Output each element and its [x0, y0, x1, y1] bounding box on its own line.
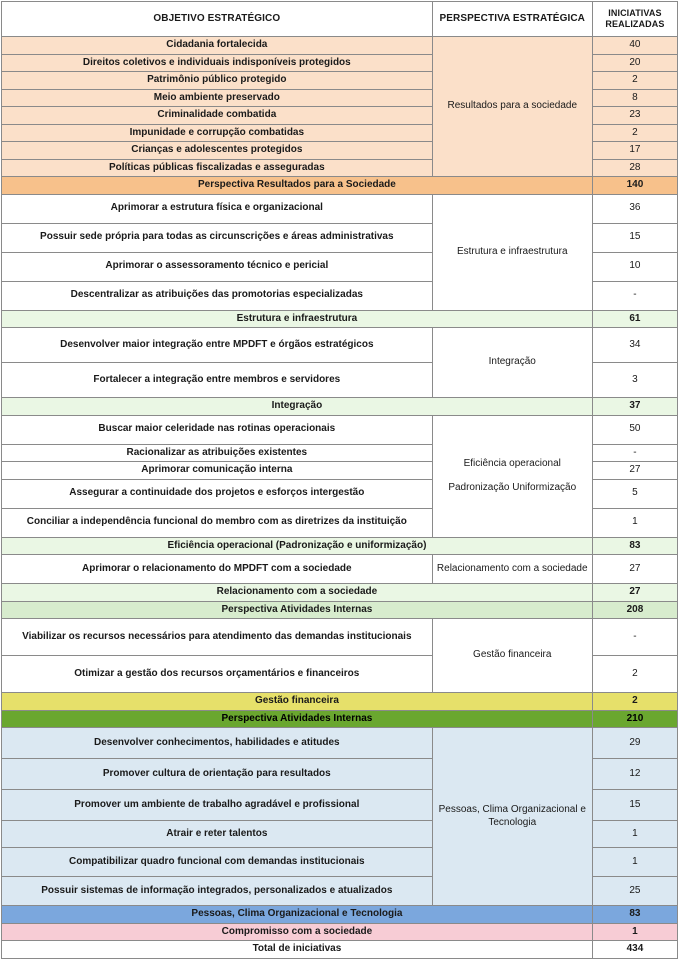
initiatives-cell: 34: [592, 328, 677, 363]
initiatives-cell: 10: [592, 252, 677, 281]
initiatives-cell: -: [592, 281, 677, 310]
initiatives-cell: 5: [592, 479, 677, 508]
summary-row: [2, 398, 678, 416]
initiatives-cell: 15: [592, 790, 677, 821]
perspective-cell: Integração: [432, 328, 592, 398]
header-row: [2, 2, 678, 37]
objective-cell: Viabilizar os recursos necessários para atendimento das demandas institucionais: [2, 619, 433, 656]
initiatives-cell: 1: [592, 508, 677, 537]
perspective-cell: Gestão financeira: [432, 619, 592, 693]
summary-value: 140: [592, 177, 677, 195]
grand-total-row: [2, 941, 678, 959]
objective-cell: Aprimorar o assessoramento técnico e pericial: [2, 252, 433, 281]
initiatives-cell: 2: [592, 656, 677, 693]
initiatives-cell: 50: [592, 415, 677, 444]
objective-cell: Possuir sistemas de informação integrados, personalizados e atualizados: [2, 877, 433, 906]
objective-cell: Compatibilizar quadro funcional com demandas institucionais: [2, 848, 433, 877]
summary-row: [2, 601, 678, 619]
table-row: [2, 328, 678, 363]
initiatives-cell: 17: [592, 142, 677, 160]
objective-cell: Desenvolver conhecimentos, habilidades e atitudes: [2, 728, 433, 759]
perspective-line-2: Padronização Uniformização: [448, 482, 577, 493]
summary-label: Compromisso com a sociedade: [2, 923, 593, 941]
objective-cell: Políticas públicas fiscalizadas e asseguradas: [2, 159, 433, 177]
column-header-objective: OBJETIVO ESTRATÉGICO: [2, 2, 433, 37]
summary-label: Perspectiva Atividades Internas: [2, 710, 593, 728]
objective-cell: Crianças e adolescentes protegidos: [2, 142, 433, 160]
summary-row: [2, 584, 678, 602]
objective-cell: Aprimorar comunicação interna: [2, 462, 433, 480]
perspective-cell: Pessoas, Clima Organizacional e Tecnologia: [432, 728, 592, 906]
summary-row: [2, 177, 678, 195]
objective-cell: Atrair e reter talentos: [2, 821, 433, 848]
column-header-initiatives: INICIATIVAS REALIZADAS: [592, 2, 677, 37]
objective-cell: Promover um ambiente de trabalho agradável e profissional: [2, 790, 433, 821]
summary-value: 83: [592, 906, 677, 924]
initiatives-cell: 2: [592, 72, 677, 90]
summary-row: [2, 693, 678, 711]
table-row: [2, 415, 678, 444]
initiatives-cell: -: [592, 444, 677, 462]
initiatives-cell: 23: [592, 107, 677, 125]
summary-value: 1: [592, 923, 677, 941]
initiatives-cell: 3: [592, 363, 677, 398]
initiatives-cell: 40: [592, 37, 677, 55]
summary-value: 83: [592, 537, 677, 555]
perspective-cell: Relacionamento com a sociedade: [432, 555, 592, 584]
grand-total-value: 434: [592, 941, 677, 959]
initiatives-cell: 20: [592, 54, 677, 72]
initiatives-cell: 1: [592, 821, 677, 848]
column-header-perspective: PERSPECTIVA ESTRATÉGICA: [432, 2, 592, 37]
summary-value: 37: [592, 398, 677, 416]
initiatives-cell: 28: [592, 159, 677, 177]
initiatives-cell: 15: [592, 223, 677, 252]
summary-value: 2: [592, 693, 677, 711]
summary-row: [2, 710, 678, 728]
summary-label: Perspectiva Resultados para a Sociedade: [2, 177, 593, 195]
perspective-cell: Estrutura e infraestrutura: [432, 194, 592, 310]
table-row: [2, 555, 678, 584]
objective-cell: Patrimônio público protegido: [2, 72, 433, 90]
table-row: [2, 194, 678, 223]
initiatives-cell: 27: [592, 555, 677, 584]
initiatives-cell: 27: [592, 462, 677, 480]
objective-cell: Impunidade e corrupção combatidas: [2, 124, 433, 142]
table-row: [2, 728, 678, 759]
summary-label: Pessoas, Clima Organizacional e Tecnologia: [2, 906, 593, 924]
summary-label: Gestão financeira: [2, 693, 593, 711]
summary-row: [2, 310, 678, 328]
grand-total-label: Total de iniciativas: [2, 941, 593, 959]
perspective-cell: Resultados para a sociedade: [432, 37, 592, 177]
initiatives-cell: -: [592, 619, 677, 656]
summary-label: Perspectiva Atividades Internas: [2, 601, 593, 619]
initiatives-cell: 36: [592, 194, 677, 223]
objective-cell: Aprimorar o relacionamento do MPDFT com a sociedade: [2, 555, 433, 584]
initiatives-cell: 2: [592, 124, 677, 142]
objective-cell: Cidadania fortalecida: [2, 37, 433, 55]
objective-cell: Aprimorar a estrutura física e organizacional: [2, 194, 433, 223]
objective-cell: Direitos coletivos e individuais indisponíveis protegidos: [2, 54, 433, 72]
summary-row: [2, 923, 678, 941]
objective-cell: Promover cultura de orientação para resultados: [2, 759, 433, 790]
summary-label: Integração: [2, 398, 593, 416]
table-row: [2, 37, 678, 55]
objective-cell: Descentralizar as atribuições das promotorias especializadas: [2, 281, 433, 310]
summary-label: Eficiência operacional (Padronização e uniformização): [2, 537, 593, 555]
objective-cell: Desenvolver maior integração entre MPDFT e órgãos estratégicos: [2, 328, 433, 363]
summary-label: Estrutura e infraestrutura: [2, 310, 593, 328]
summary-row: [2, 906, 678, 924]
initiatives-cell: 8: [592, 89, 677, 107]
objective-cell: Racionalizar as atribuições existentes: [2, 444, 433, 462]
objective-cell: Meio ambiente preservado: [2, 89, 433, 107]
initiatives-cell: 25: [592, 877, 677, 906]
summary-label: Relacionamento com a sociedade: [2, 584, 593, 602]
initiatives-cell: 1: [592, 848, 677, 877]
objective-cell: Assegurar a continuidade dos projetos e esforços intergestão: [2, 479, 433, 508]
strategic-objectives-table: [1, 1, 678, 959]
table-body: [2, 37, 678, 959]
objective-cell: Buscar maior celeridade nas rotinas operacionais: [2, 415, 433, 444]
objective-cell: Criminalidade combatida: [2, 107, 433, 125]
perspective-cell: [432, 415, 592, 537]
table-header: [2, 2, 678, 37]
objective-cell: Conciliar a independência funcional do membro com as diretrizes da instituição: [2, 508, 433, 537]
objective-cell: Otimizar a gestão dos recursos orçamentários e financeiros: [2, 656, 433, 693]
table-row: [2, 619, 678, 656]
summary-value: 27: [592, 584, 677, 602]
objective-cell: Possuir sede própria para todas as circunscrições e áreas administrativas: [2, 223, 433, 252]
summary-value: 61: [592, 310, 677, 328]
objective-cell: Fortalecer a integração entre membros e servidores: [2, 363, 433, 398]
initiatives-cell: 29: [592, 728, 677, 759]
perspective-line-1: Eficiência operacional: [463, 457, 561, 469]
summary-value: 210: [592, 710, 677, 728]
initiatives-cell: 12: [592, 759, 677, 790]
summary-row: [2, 537, 678, 555]
summary-value: 208: [592, 601, 677, 619]
